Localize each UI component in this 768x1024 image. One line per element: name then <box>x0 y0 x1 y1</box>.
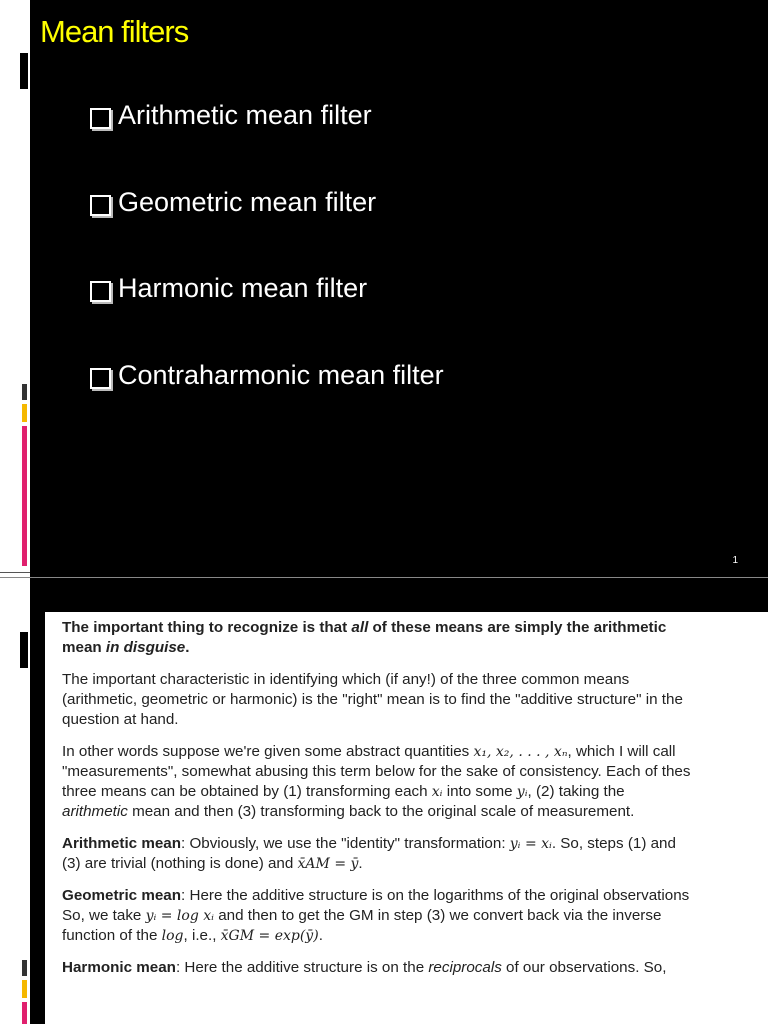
margin-color-segment-yellow <box>22 980 27 998</box>
bullet-text: Arithmetic mean filter <box>118 100 372 130</box>
text-span: question at hand. <box>62 711 179 728</box>
term-heading: Arithmetic mean <box>62 835 182 852</box>
text-span: reciprocals <box>428 959 502 976</box>
bullet-item <box>90 360 444 447</box>
margin-divider-line <box>0 572 30 573</box>
bullet-item <box>90 100 444 187</box>
text-span: (arithmetic, geometric or harmonic) is the "right" mean is to find the "additive structure" in the <box>62 691 683 708</box>
bullet-text: Harmonic mean filter <box>118 273 368 303</box>
text-span: in disguise <box>105 639 186 656</box>
slide-title: Mean filters <box>40 14 189 49</box>
text-span: (3) are trivial (nothing is done) and <box>62 855 298 872</box>
text-span: , (2) taking the <box>527 783 625 800</box>
bullet-item <box>90 273 444 360</box>
paragraph-geometric-mean <box>62 886 768 946</box>
bullet-text: Contraharmonic mean filter <box>118 359 444 390</box>
text-span: mean and then (3) transforming back to the original scale of measurement. <box>127 803 635 820</box>
page-number: 1 <box>732 555 738 566</box>
text-span: of our observations. So, <box>501 959 667 976</box>
text-span: "measurements", somewhat abusing this term below for the sake of consistency. Each of thes <box>62 763 691 780</box>
math-expression: yᵢ = log xᵢ <box>145 908 214 924</box>
left-margin-strip <box>0 0 30 1024</box>
math-expression: yᵢ = xᵢ <box>509 836 552 852</box>
text-span: , i.e., <box>183 927 221 944</box>
text-span: arithmetic <box>62 803 128 820</box>
math-expression: x̄AM = ȳ <box>297 856 359 872</box>
text-span: : Here the additive structure is on the logarithms of the original observations <box>181 887 690 904</box>
checkbox-bullet-icon <box>90 368 111 389</box>
margin-color-segment-dark <box>22 384 27 400</box>
margin-color-segment-pink <box>22 1002 27 1024</box>
math-expression: xᵢ <box>431 784 443 800</box>
math-expression: log <box>161 928 184 944</box>
text-span: of these means are simply the arithmetic <box>368 619 667 636</box>
text-span: : Obviously, we use the "identity" transformation: <box>181 835 510 852</box>
text-span: into some <box>442 783 517 800</box>
checkbox-bullet-icon <box>90 281 111 302</box>
text-span: : Here the additive structure is on the <box>175 959 429 976</box>
math-expression: x₁, x₂, . . . , xₙ <box>473 744 568 760</box>
checkbox-bullet-icon <box>90 195 111 216</box>
margin-tick-mark <box>20 53 28 89</box>
text-span: The important characteristic in identifying which (if any!) of the three common means <box>62 671 630 688</box>
text-span: . <box>318 927 323 944</box>
text-span: . <box>358 855 363 872</box>
text-span: and then to get the GM in step (3) we convert back via the inverse <box>213 907 662 924</box>
document-screenshot <box>45 612 768 1024</box>
margin-color-segment-pink <box>22 426 27 566</box>
text-span: . So, steps (1) and <box>551 835 676 852</box>
paragraph-arithmetic-mean <box>62 834 768 874</box>
margin-tick-mark <box>20 632 28 668</box>
text-span: mean <box>62 639 106 656</box>
paragraph-intro <box>62 618 768 658</box>
bullet-text: Geometric mean filter <box>118 186 377 217</box>
margin-color-segment-dark <box>22 960 27 976</box>
bullet-list <box>90 100 444 446</box>
paragraph-characteristic <box>62 670 768 730</box>
margin-color-segment-yellow <box>22 404 27 422</box>
text-span: In other words suppose we're given some abstract quantities <box>62 743 474 760</box>
slide-means-explanation <box>30 578 768 1024</box>
text-span: all <box>351 619 369 636</box>
paragraph-harmonic-mean <box>62 958 768 978</box>
text-span: The important thing to recognize is that <box>62 619 352 636</box>
term-heading: Harmonic mean <box>62 959 176 976</box>
term-heading: Geometric mean <box>62 887 182 904</box>
text-span: three means can be obtained by (1) transforming each <box>62 783 432 800</box>
math-expression: x̄GM = exp(ȳ) <box>220 928 319 944</box>
checkbox-bullet-icon <box>90 108 111 129</box>
paragraph-transform <box>62 742 768 822</box>
text-span: , which I will call <box>567 743 676 760</box>
bullet-item <box>90 187 444 274</box>
math-expression: yᵢ <box>516 784 528 800</box>
text-span: function of the <box>62 927 162 944</box>
slide-mean-filters <box>30 0 768 577</box>
text-span: So, we take <box>62 907 146 924</box>
text-span: . <box>185 639 190 656</box>
